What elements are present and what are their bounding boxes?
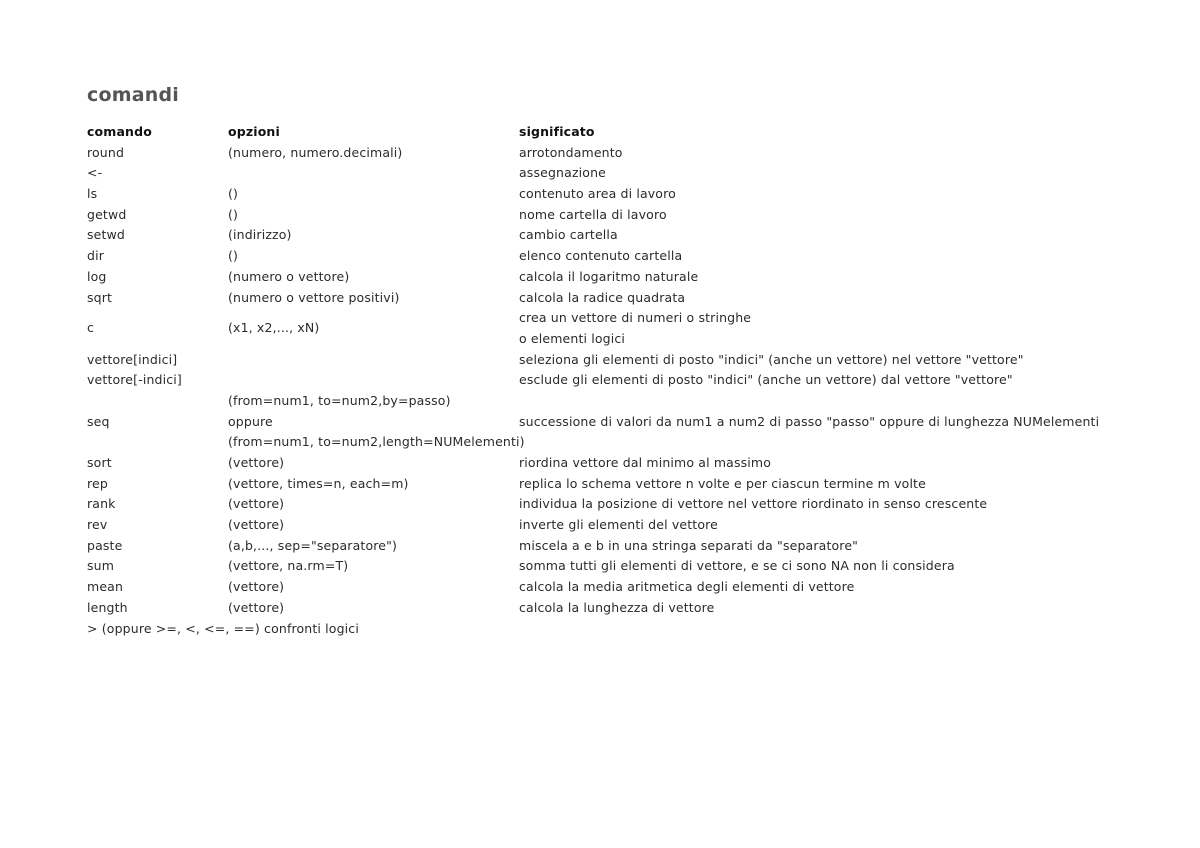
command-name: getwd — [87, 206, 127, 222]
command-options: (a,b,..., sep="separatore") — [228, 537, 398, 553]
command-name: paste — [87, 537, 123, 553]
command-options: (vettore, times=n, each=m) — [228, 475, 409, 491]
description-line: o elementi logici — [519, 330, 626, 346]
header-comando: comando — [87, 124, 152, 139]
command-options: (vettore) — [228, 579, 285, 595]
command-description: calcola la media aritmetica degli elementi di vettore — [519, 579, 855, 595]
command-options: (vettore, na.rm=T) — [228, 558, 349, 574]
command-description — [519, 308, 751, 349]
table-row — [87, 556, 1147, 577]
options-line: oppure — [228, 413, 273, 429]
header-opzioni: opzioni — [228, 124, 280, 139]
commands-table — [87, 122, 1147, 639]
command-description: inverte gli elementi del vettore — [519, 517, 718, 533]
command-name: round — [87, 144, 125, 160]
table-row — [87, 246, 1147, 267]
command-description: riordina vettore dal minimo al massimo — [519, 455, 772, 471]
table-row — [87, 267, 1147, 288]
table-row — [87, 453, 1147, 474]
command-name: log — [87, 268, 107, 284]
table-row — [87, 143, 1147, 164]
table-header-row — [87, 122, 1147, 143]
command-name: vettore[indici] — [87, 351, 178, 367]
command-name: sqrt — [87, 289, 113, 305]
command-options: (x1, x2,..., xN) — [228, 320, 320, 336]
command-description: calcola il logaritmo naturale — [519, 268, 699, 284]
command-description: elenco contenuto cartella — [519, 248, 683, 264]
command-options: () — [228, 206, 239, 222]
command-description: nome cartella di lavoro — [519, 206, 667, 222]
command-name: rev — [87, 517, 108, 533]
command-name: rank — [87, 496, 116, 512]
table-row — [87, 350, 1147, 371]
command-description: miscela a e b in una stringa separati da "separatore" — [519, 537, 859, 553]
command-description: individua la posizione di vettore nel vettore riordinato in senso crescente — [519, 496, 988, 512]
command-description: seleziona gli elementi di posto "indici" (anche un vettore) nel vettore "vettore" — [519, 351, 1024, 367]
command-options: (numero o vettore positivi) — [228, 289, 400, 305]
command-name: vettore[-indici] — [87, 372, 182, 388]
command-name: ls — [87, 186, 98, 202]
command-options: (indirizzo) — [228, 227, 292, 243]
table-row — [87, 515, 1147, 536]
command-name: c — [87, 320, 95, 336]
command-name: length — [87, 599, 128, 615]
command-description: somma tutti gli elementi di vettore, e se ci sono NA non li considera — [519, 558, 955, 574]
table-row — [87, 391, 1147, 453]
command-description: successione di valori da num1 a num2 di passo "passo" oppure di lunghezza NUMelementi — [519, 413, 1100, 429]
command-description: arrotondamento — [519, 144, 623, 160]
logical-comparisons-note: > (oppure >=, <, <=, ==) confronti logici — [87, 620, 359, 636]
command-description: calcola la radice quadrata — [519, 289, 686, 305]
command-description: cambio cartella — [519, 227, 618, 243]
command-options: (numero, numero.decimali) — [228, 144, 403, 160]
table-row — [87, 288, 1147, 309]
command-name: setwd — [87, 227, 126, 243]
command-name: <- — [87, 165, 103, 181]
command-options: (vettore) — [228, 455, 285, 471]
table-row — [87, 308, 1147, 349]
table-row — [87, 205, 1147, 226]
command-options: (vettore) — [228, 599, 285, 615]
command-options: (vettore) — [228, 496, 285, 512]
command-options: (numero o vettore) — [228, 268, 350, 284]
table-row — [87, 494, 1147, 515]
command-options — [228, 391, 525, 453]
command-description: replica lo schema vettore n volte e per ciascun termine m volte — [519, 475, 926, 491]
table-row — [87, 370, 1147, 391]
options-line: (from=num1, to=num2,by=passo) — [228, 392, 451, 408]
command-options: () — [228, 186, 239, 202]
command-description: calcola la lunghezza di vettore — [519, 599, 715, 615]
table-row — [87, 474, 1147, 495]
command-name: rep — [87, 475, 108, 491]
command-description: assegnazione — [519, 165, 606, 181]
table-row — [87, 577, 1147, 598]
table-row — [87, 163, 1147, 184]
command-description: contenuto area di lavoro — [519, 186, 676, 202]
table-row — [87, 225, 1147, 246]
command-name: sort — [87, 455, 112, 471]
command-description: esclude gli elementi di posto "indici" (anche un vettore) dal vettore "vettore" — [519, 372, 1013, 388]
footer-row — [87, 619, 1147, 640]
command-options: () — [228, 248, 239, 264]
command-options: (vettore) — [228, 517, 285, 533]
command-name: sum — [87, 558, 115, 574]
table-row — [87, 184, 1147, 205]
description-line: crea un vettore di numeri o stringhe — [519, 310, 752, 326]
header-significato: significato — [519, 124, 595, 139]
table-row — [87, 536, 1147, 557]
page-title: comandi — [87, 84, 179, 106]
options-line: (from=num1, to=num2,length=NUMelementi) — [228, 434, 525, 450]
command-name: mean — [87, 579, 124, 595]
command-name: dir — [87, 248, 104, 264]
table-row — [87, 598, 1147, 619]
command-name: seq — [87, 413, 110, 429]
